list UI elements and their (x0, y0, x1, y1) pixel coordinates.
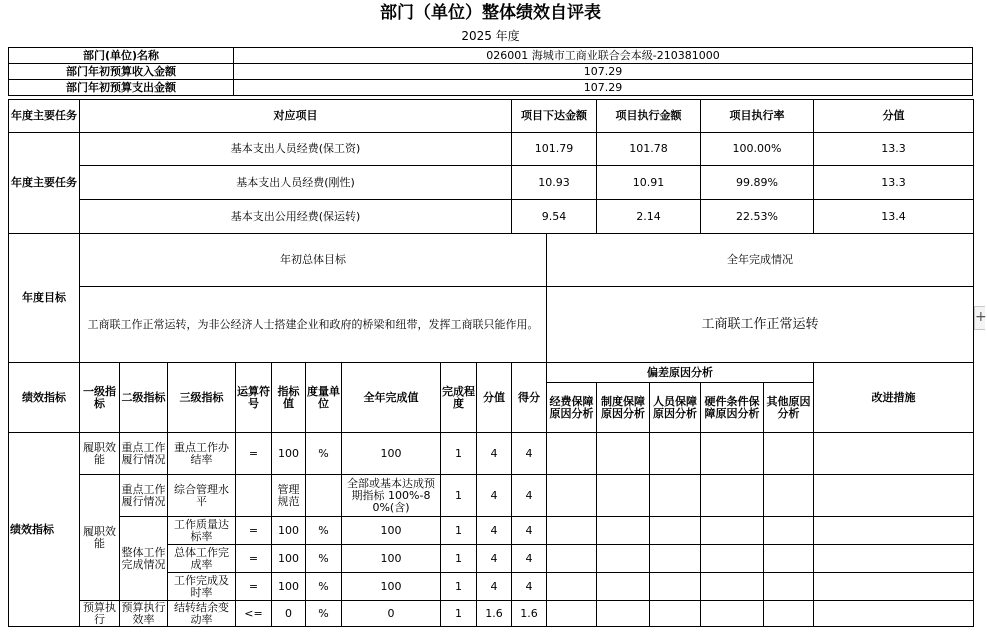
task-allocated[interactable]: 9.54 (512, 200, 597, 234)
task-executed[interactable]: 101.78 (597, 133, 701, 166)
ind-completion[interactable]: 1 (441, 573, 477, 601)
ind-dev-system[interactable] (597, 433, 650, 475)
ind-unit[interactable] (306, 475, 342, 517)
expense-label: 部门年初预算支出金额 (9, 80, 234, 96)
ind-op[interactable]: = (236, 573, 272, 601)
ind-dev-system[interactable] (597, 517, 650, 545)
ind-improve[interactable] (814, 573, 974, 601)
hdr-score-value: 分值 (477, 363, 512, 433)
hdr-dev-system: 制度保障原因分析 (597, 383, 650, 433)
tasks-section-label-2: 年度主要任务 (9, 133, 80, 234)
hdr-dev-hardware: 硬件条件保障原因分析 (701, 383, 764, 433)
task-executed[interactable]: 2.14 (597, 200, 701, 234)
ind-score[interactable]: 4 (512, 573, 547, 601)
ind-dev-other[interactable] (764, 545, 814, 573)
col-executed: 项目执行金额 (597, 100, 701, 133)
hdr-deviation: 偏差原因分析 (547, 363, 814, 383)
income-label: 部门年初预算收入金额 (9, 64, 234, 80)
hdr-score: 得分 (512, 363, 547, 433)
ind-dev-staff[interactable] (650, 433, 701, 475)
indicators-label: 绩效指标 (9, 363, 80, 433)
ind-l2: 重点工作履行情况 (120, 433, 168, 475)
dept-name-value[interactable]: 026001 海城市工商业联合会本级-210381000 (234, 48, 973, 64)
ind-score-value[interactable]: 4 (477, 545, 512, 573)
ind-target[interactable]: 100 (272, 545, 306, 573)
ind-l2: 整体工作完成情况 (120, 517, 168, 601)
ind-score-value[interactable]: 4 (477, 433, 512, 475)
ind-target[interactable]: 100 (272, 573, 306, 601)
ind-improve[interactable] (814, 433, 974, 475)
ind-dev-funding[interactable] (547, 601, 597, 627)
ind-score-value[interactable]: 4 (477, 573, 512, 601)
task-score-value[interactable]: 13.3 (814, 166, 974, 200)
ind-dev-hardware[interactable] (701, 517, 764, 545)
hdr-level1: 一级指标 (80, 363, 120, 433)
dept-name-label: 部门(单位)名称 (9, 48, 234, 64)
ind-l2: 预算执行效率 (121, 600, 166, 626)
task-allocated[interactable]: 10.93 (512, 166, 597, 200)
table-row (9, 601, 974, 627)
ind-dev-other[interactable] (764, 601, 814, 627)
ind-dev-funding[interactable] (547, 573, 597, 601)
ind-dev-hardware[interactable] (701, 601, 764, 627)
ind-completion[interactable]: 1 (441, 517, 477, 545)
ind-actual[interactable]: 100 (342, 573, 441, 601)
task-allocated[interactable]: 101.79 (512, 133, 597, 166)
ind-score[interactable]: 1.6 (512, 601, 547, 627)
ind-l1: 履职效能 (80, 433, 120, 475)
table-row (9, 200, 974, 234)
income-value[interactable]: 107.29 (234, 64, 973, 80)
ind-actual[interactable]: 0 (342, 601, 441, 627)
ind-dev-other[interactable] (764, 573, 814, 601)
ind-improve[interactable] (814, 601, 974, 627)
ind-score[interactable]: 4 (512, 545, 547, 573)
table-row (9, 433, 974, 475)
goals-completion-text[interactable]: 工商联工作正常运转 (547, 287, 974, 363)
performance-table (8, 99, 974, 627)
ind-unit[interactable]: % (306, 433, 342, 475)
ind-target[interactable]: 100 (272, 517, 306, 545)
goals-initial-header: 年初总体目标 (80, 234, 547, 287)
ind-actual[interactable]: 100 (342, 545, 441, 573)
tasks-section-label: 年度主要任务 (9, 100, 80, 133)
goals-completion-header: 全年完成情况 (547, 234, 974, 287)
ind-score-value[interactable]: 4 (477, 475, 512, 517)
ind-l1: 预算执行 (80, 601, 120, 627)
ind-dev-funding[interactable] (547, 433, 597, 475)
ind-l3: 工作质量达标率 (168, 517, 236, 545)
col-rate: 项目执行率 (701, 100, 814, 133)
ind-l2: 重点工作履行情况 (120, 475, 168, 517)
ind-actual[interactable]: 100 (342, 517, 441, 545)
col-allocated: 项目下达金额 (512, 100, 597, 133)
dept-info-table (8, 47, 973, 96)
indicators-label-left: 绩效指标 (9, 433, 80, 627)
task-score-value[interactable]: 13.3 (814, 133, 974, 166)
ind-completion[interactable]: 1 (441, 475, 477, 517)
ind-dev-funding[interactable] (547, 475, 597, 517)
ind-dev-hardware[interactable] (701, 475, 764, 517)
col-project: 对应项目 (80, 100, 512, 133)
ind-score-value[interactable]: 1.6 (477, 601, 512, 627)
task-score-value[interactable]: 13.4 (814, 200, 974, 234)
ind-unit[interactable]: % (306, 601, 342, 627)
ind-score[interactable]: 4 (512, 433, 547, 475)
ind-improve[interactable] (814, 517, 974, 545)
ind-l3: 综合管理水平 (168, 475, 236, 517)
ind-score[interactable]: 4 (512, 517, 547, 545)
table-row (9, 517, 974, 545)
ind-op[interactable] (236, 475, 272, 517)
ind-l3: 结转结余变动率 (168, 601, 236, 627)
hdr-unit: 度量单位 (306, 363, 342, 433)
ind-unit[interactable]: % (306, 517, 342, 545)
hdr-target: 指标值 (272, 363, 306, 433)
ind-unit[interactable]: % (306, 545, 342, 573)
ind-l3: 总体工作完成率 (168, 545, 236, 573)
ind-dev-funding[interactable] (547, 545, 597, 573)
ind-completion[interactable]: 1 (441, 433, 477, 475)
hdr-improve: 改进措施 (814, 363, 974, 433)
ind-op[interactable]: = (236, 545, 272, 573)
report-year: 2025 年度 (461, 29, 520, 43)
ind-target[interactable]: 100 (272, 433, 306, 475)
ind-target[interactable]: 0 (272, 601, 306, 627)
table-row (9, 475, 974, 517)
hdr-dev-funding: 经费保障原因分析 (547, 383, 597, 433)
task-project[interactable]: 基本支出人员经费(刚性) (80, 166, 512, 200)
ind-dev-other[interactable] (764, 433, 814, 475)
ind-dev-hardware[interactable] (701, 573, 764, 601)
expand-plus-icon[interactable]: + (974, 306, 985, 330)
ind-improve[interactable] (814, 475, 974, 517)
goals-initial-text[interactable]: 工商联工作正常运转，为非公经济人士搭建企业和政府的桥梁和纽带，发挥工商联只能作用。 (80, 287, 547, 363)
ind-dev-staff[interactable] (650, 475, 701, 517)
table-row (9, 133, 974, 166)
task-project[interactable]: 基本支出公用经费(保运转) (80, 200, 512, 234)
ind-dev-other[interactable] (764, 517, 814, 545)
ind-completion[interactable]: 1 (441, 545, 477, 573)
ind-completion[interactable]: 1 (441, 601, 477, 627)
ind-op[interactable]: = (236, 433, 272, 475)
ind-l1: 履职效能 (80, 475, 120, 601)
hdr-completion: 完成程度 (441, 363, 477, 433)
ind-l3: 重点工作办结率 (168, 433, 236, 475)
hdr-level2: 二级指标 (120, 363, 168, 433)
task-executed[interactable]: 10.91 (597, 166, 701, 200)
ind-dev-system[interactable] (597, 545, 650, 573)
ind-dev-funding[interactable] (547, 517, 597, 545)
expense-value[interactable]: 107.29 (234, 80, 973, 96)
hdr-level3: 三级指标 (168, 363, 236, 433)
task-rate[interactable]: 99.89% (701, 166, 814, 200)
ind-dev-hardware[interactable] (701, 545, 764, 573)
ind-dev-other[interactable] (764, 475, 814, 517)
ind-dev-system[interactable] (597, 601, 650, 627)
ind-dev-system[interactable] (597, 475, 650, 517)
ind-dev-system[interactable] (597, 573, 650, 601)
goals-label: 年度目标 (9, 234, 80, 363)
ind-op[interactable]: = (236, 517, 272, 545)
col-score-value: 分值 (814, 100, 974, 133)
task-rate[interactable]: 100.00% (701, 133, 814, 166)
ind-dev-staff[interactable] (650, 545, 701, 573)
ind-dev-staff[interactable] (650, 601, 701, 627)
hdr-dev-other: 其他原因分析 (764, 383, 814, 433)
ind-score[interactable]: 4 (512, 475, 547, 517)
ind-dev-hardware[interactable] (701, 433, 764, 475)
ind-dev-staff[interactable] (650, 573, 701, 601)
ind-op[interactable]: <= (236, 601, 272, 627)
ind-l3: 工作完成及时率 (168, 573, 236, 601)
ind-dev-staff[interactable] (650, 517, 701, 545)
hdr-dev-staff: 人员保障原因分析 (650, 383, 701, 433)
ind-unit[interactable]: % (306, 573, 342, 601)
ind-target[interactable]: 管理规范 (272, 475, 306, 517)
task-project[interactable]: 基本支出人员经费(保工资) (80, 133, 512, 166)
ind-score-value[interactable]: 4 (477, 517, 512, 545)
ind-actual[interactable]: 全部或基本达成预期指标 100%-80%(含) (342, 475, 441, 517)
hdr-actual: 全年完成值 (342, 363, 441, 433)
page-title: 部门（单位）整体绩效自评表 (380, 3, 601, 23)
ind-actual[interactable]: 100 (342, 433, 441, 475)
table-row (9, 166, 974, 200)
task-rate[interactable]: 22.53% (701, 200, 814, 234)
hdr-operator: 运算符号 (236, 363, 272, 433)
ind-improve[interactable] (814, 545, 974, 573)
